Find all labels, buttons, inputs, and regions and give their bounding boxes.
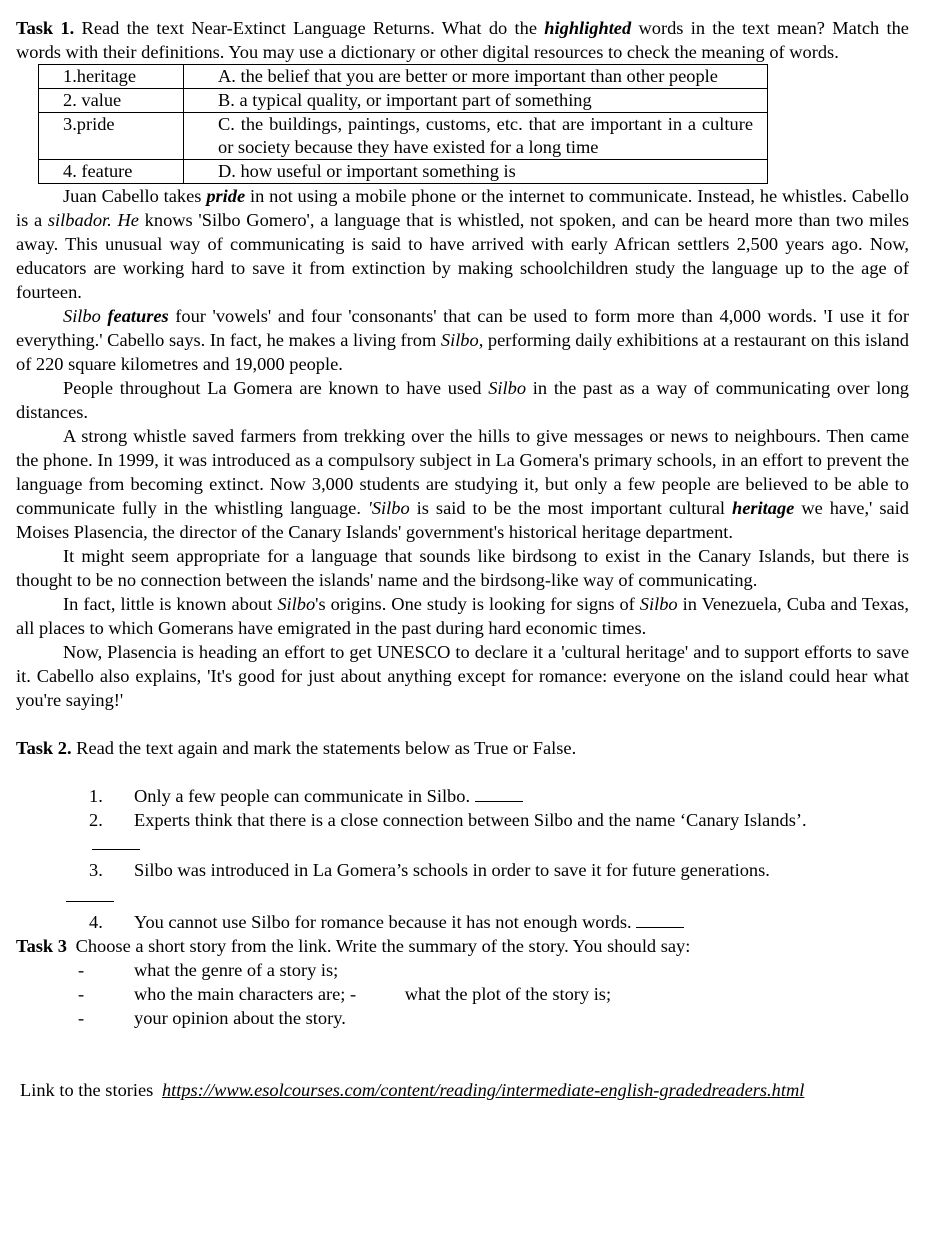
text-paragraph-2: Silbo features four 'vowels' and four 'consonants' that can be used to form more than 4,000 words. 'I use it for everything.' Cabello says. In fact, he makes a living from Silbo, performing daily exhibitions at a restaurant on this island of 220 square kilometres and 19,000 people. [16, 306, 909, 374]
table-word: 2. value [39, 89, 184, 113]
list-item: - who the main characters are; - what the plot of the story is; [78, 984, 612, 1004]
task1-heading [16, 16, 909, 64]
answer-blank[interactable] [66, 887, 114, 902]
task1-intro-a: Read the text Near-Extinct Language Returns. What do the [81, 18, 537, 38]
stories-link[interactable]: https://www.esolcourses.com/content/reading/intermediate-english-gradedreaders.html [161, 1080, 805, 1100]
text-paragraph-6: In fact, little is known about Silbo's origins. One study is looking for signs of Silbo in Venezuela, Cuba and Texas, all places to which Gomerans have emigrated in the past during hard economic times. [16, 594, 909, 638]
text-paragraph-5: It might seem appropriate for a language that sounds like birdsong to exist in the Canary Islands, but there is thought to be no connection between the islands' name and the birdsong-like way of communicating. [16, 546, 909, 590]
table-word: 4. feature [39, 160, 184, 184]
matching-table [38, 64, 768, 184]
task1-intro-emphasis: highlighted [544, 18, 632, 38]
text-paragraph-4: A strong whistle saved farmers from trekking over the hills to give messages or news to neighbours. Then came the phone. In 1999, it was introduced as a compulsory subject in La Gomera's primary schools, in an effort to prevent the language from becoming extinct. Now 3,000 students are studying it, but only a few people are believed to be able to communicate fully in the whistling language. 'Silbo is said to be the most important cultural heritage we have,' said Moises Plasencia, the director of the Canary Islands' government's historical heritage department. [16, 426, 909, 542]
text-paragraph-3: People throughout La Gomera are known to have used Silbo in the past as a way of communicating over long distances. [16, 378, 909, 422]
true-false-list [16, 784, 909, 934]
answer-blank[interactable] [475, 787, 523, 802]
answer-blank[interactable] [636, 913, 684, 928]
text-paragraph-1: Juan Cabello takes pride in not using a mobile phone or the internet to communicate. Instead, he whistles. Cabello is a silbador. He knows 'Silbo Gomero', a language that is whistled, not spoken, and can be heard more than two miles away. This unusual way of communicating is said to have arrived with early African settlers 2,500 years ago. Now, educators are working hard to save it from extinction by making schoolchildren study the language up to the age of fourteen. [16, 186, 909, 302]
worksheet-page [16, 16, 909, 1102]
link-label: Link to the stories [20, 1080, 154, 1100]
table-row [39, 160, 768, 184]
table-definition: C. the buildings, paintings, customs, etc. that are important in a culture or society because they have existed for a long time [184, 113, 768, 160]
task2-instruction: Read the text again and mark the statements below as True or False. [76, 738, 577, 758]
task1-label: Task 1. [16, 18, 75, 38]
task3-instruction: Choose a short story from the link. Write the summary of the story. You should say: [75, 936, 691, 956]
list-item: 4. You cannot use Silbo for romance because it has not enough words. [16, 910, 909, 934]
list-item: 2. Experts think that there is a close connection between Silbo and the name ‘Canary Islands’. [16, 808, 909, 856]
task3-bullets [16, 958, 909, 1030]
stories-link-line [16, 1078, 909, 1102]
table-row [39, 113, 768, 160]
list-item: 3. Silbo was introduced in La Gomera’s schools in order to save it for future generations. [16, 858, 909, 910]
table-row [39, 89, 768, 113]
task3-heading [16, 934, 909, 958]
list-item: 1. Only a few people can communicate in Silbo. [16, 784, 909, 808]
task3-label: Task 3 [16, 936, 67, 956]
table-row [39, 65, 768, 89]
table-word: 3.pride [39, 113, 184, 160]
list-item: - what the genre of a story is; [78, 960, 339, 980]
text-paragraph-7: Now, Plasencia is heading an effort to get UNESCO to declare it a 'cultural heritage' and to support efforts to save it. Cabello also explains, 'It's good for just about anything except for romance: everyone on the island could hear what you're saying!' [16, 642, 909, 710]
task1-intro-b: words in the text mean? Match the words with their definitions. You may use a dictionary or other digital resources to check the meaning of words. [16, 18, 909, 62]
table-definition: D. how useful or important something is [184, 160, 768, 184]
task2-heading [16, 736, 909, 760]
table-definition: B. a typical quality, or important part of something [184, 89, 768, 113]
answer-blank[interactable] [92, 835, 140, 850]
list-item: - your opinion about the story. [78, 1008, 346, 1028]
table-word: 1.heritage [39, 65, 184, 89]
task2-label: Task 2. [16, 738, 72, 758]
table-definition: A. the belief that you are better or more important than other people [184, 65, 768, 89]
